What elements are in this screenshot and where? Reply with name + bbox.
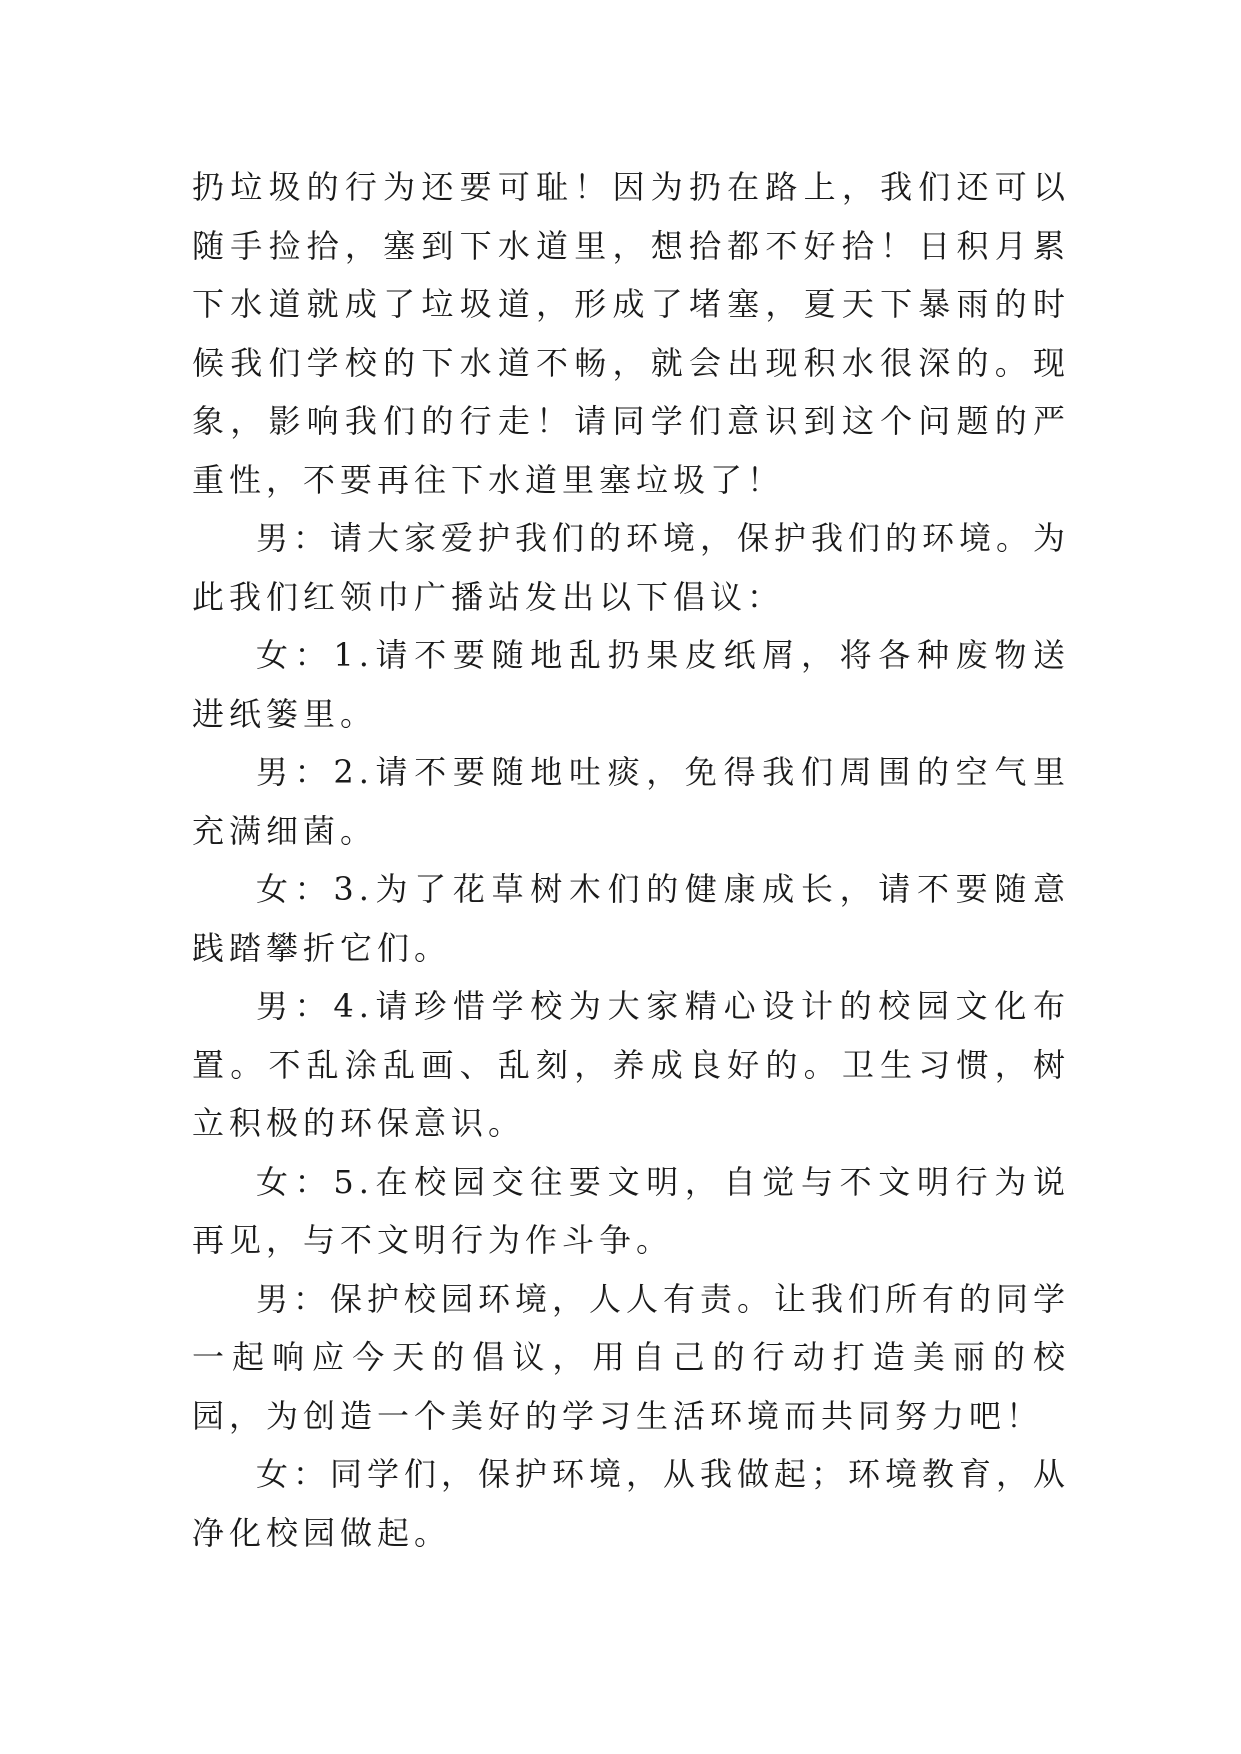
paragraph-female-closing: 女：同学们，保护环境，从我做起；环境教育，从净化校园做起。 — [192, 1455, 1071, 1552]
paragraph-male-proposal-intro: 男：请大家爱护我们的环境，保护我们的环境。为此我们红领巾广播站发出以下倡议： — [192, 519, 1071, 616]
body-text — [192, 158, 1070, 1562]
paragraph-proposal-4: 男：4.请珍惜学校为大家精心设计的校园文化布置。不乱涂乱画、乱刻，养成良好的。卫生习惯，树立积极的环保意识。 — [192, 987, 1070, 1142]
paragraph-proposal-2: 男：2.请不要随地吐痰，免得我们周围的空气里充满细菌。 — [192, 753, 1070, 850]
paragraph-continuation: 扔垃圾的行为还要可耻！因为扔在路上，我们还可以随手捡拾，塞到下水道里，想拾都不好拾！日积月累下水道就成了垃圾道，形成了堵塞，夏天下暴雨的时候我们学校的下水道不畅，就会出现积水很深的。现象，影响我们的行走！请同学们意识到这个问题的严重性，不要再往下水道里塞垃圾了！ — [192, 168, 1070, 499]
paragraph-proposal-3: 女：3.为了花草树木们的健康成长，请不要随意践踏攀折它们。 — [192, 870, 1070, 967]
paragraph-male-closing: 男：保护校园环境，人人有责。让我们所有的同学一起响应今天的倡议，用自己的行动打造美丽的校园，为创造一个美好的学习生活环境而共同努力吧！ — [192, 1279, 1071, 1435]
paragraph-proposal-5: 女：5.在校园交往要文明，自觉与不文明行为说再见，与不文明行为作斗争。 — [192, 1162, 1070, 1259]
paragraph-proposal-1: 女：1.请不要随地乱扔果皮纸屑，将各种废物送进纸篓里。 — [192, 636, 1070, 733]
